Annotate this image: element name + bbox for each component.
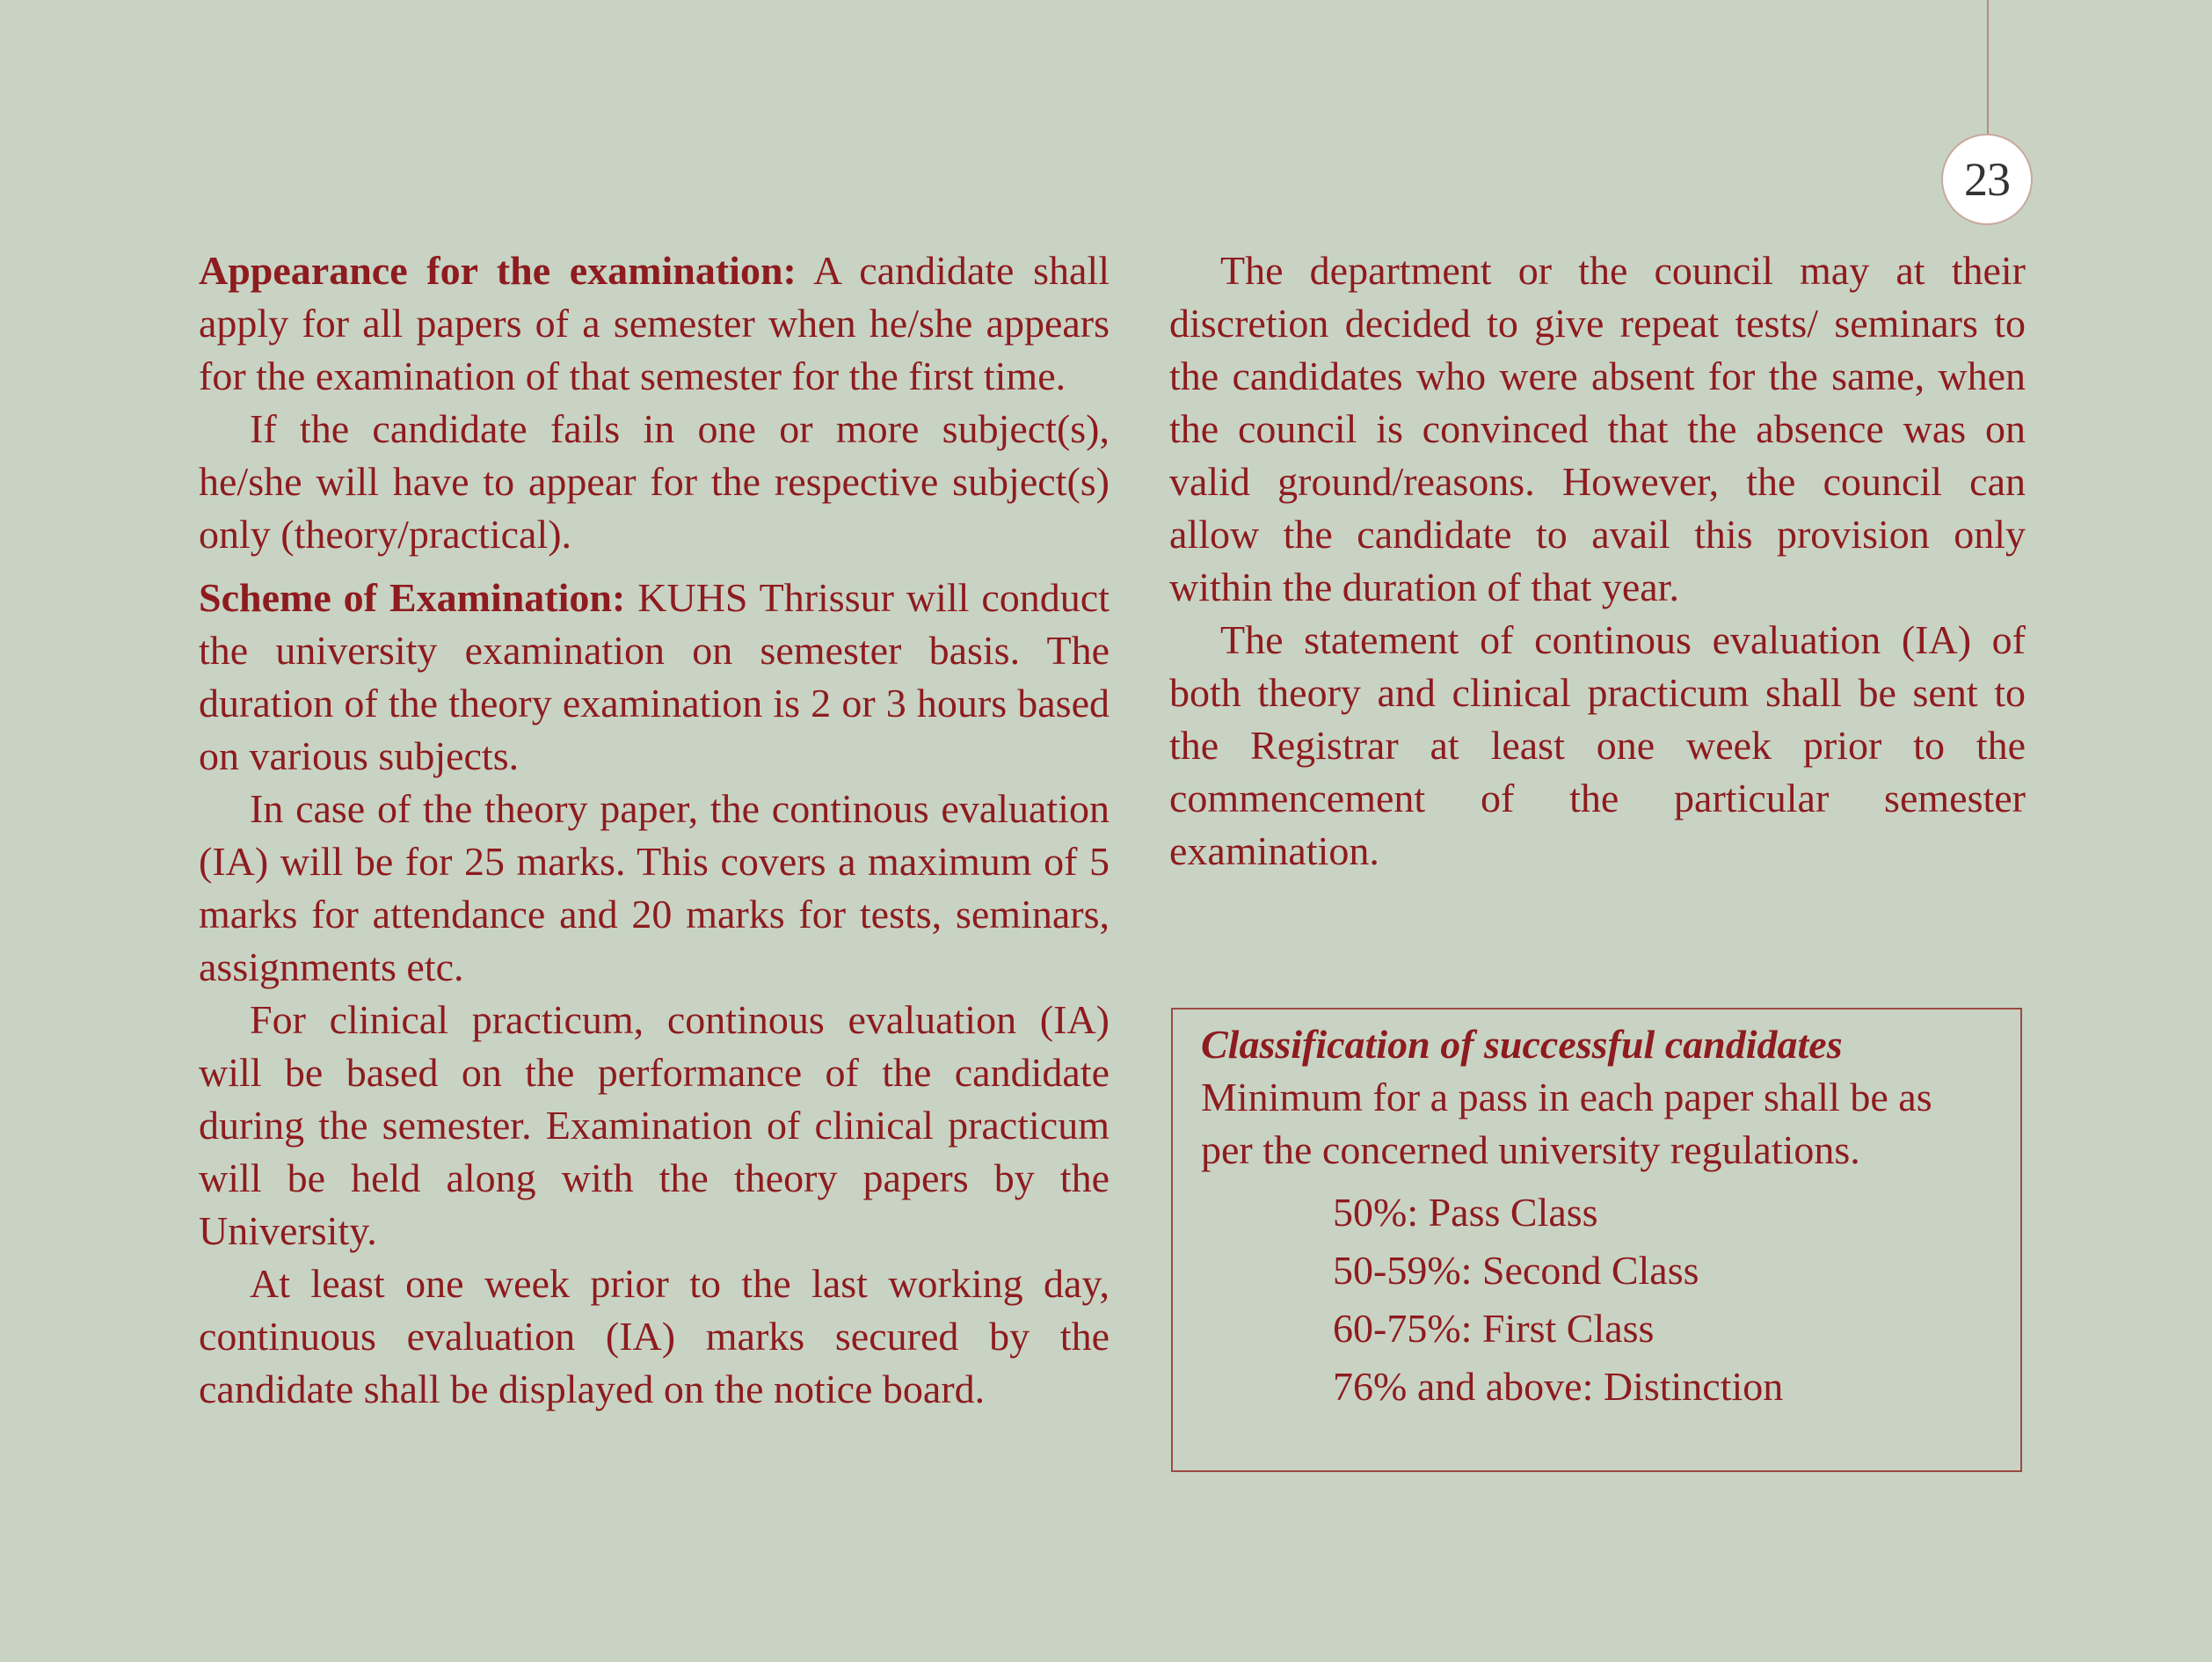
scheme-paragraph-2: In case of the theory paper, the continous evaluation (IA) will be for 25 marks. This covers a maximum of 5 marks for attendance and 20 marks for tests, seminars, assignments etc. (199, 786, 1110, 989)
class-item-distinction: 76% and above: Distinction (1333, 1364, 1784, 1409)
page-marker-line (1987, 0, 1989, 134)
classification-text: Minimum for a pass in each paper shall be as per the concerned university regulations. (1201, 1075, 1932, 1172)
classification-list (1201, 1184, 1992, 1416)
class-item-second: 50-59%: Second Class (1333, 1248, 1699, 1293)
left-column (199, 244, 1110, 1416)
statement-paragraph: The statement of continous evaluation (IA) of both theory and clinical practicum shall be sent to the Registrar at least one week prior to the commencement of the particular semester examination. (1169, 617, 2026, 873)
scheme-heading: Scheme of Examination: (199, 575, 626, 620)
classification-box (1171, 1008, 2022, 1472)
right-column (1169, 244, 2026, 878)
scheme-paragraph-4: At least one week prior to the last working day, continuous evaluation (IA) marks secured by the candidate shall be displayed on the notice board. (199, 1261, 1110, 1411)
scheme-text: KUHS Thrissur will conduct the university examination on semester basis. The duration of the theory examination is 2 or 3 hours based on various subjects. (199, 575, 1110, 778)
scheme-paragraph (199, 572, 1110, 783)
class-item-first: 60-75%: First Class (1333, 1306, 1655, 1351)
appearance-paragraph-2: If the candidate fails in one or more subject(s), he/she will have to appear for the respective subject(s) only (theory/practical). (199, 406, 1110, 557)
scheme-paragraph-3: For clinical practicum, continous evaluation (IA) will be based on the performance of the candidate during the semester. Examination of clinical practicum will be held along with the theory papers by the University. (199, 997, 1110, 1253)
page-number: 23 (1964, 153, 2010, 206)
page-number-badge (1941, 134, 2033, 225)
repeat-tests-paragraph: The department or the council may at their discretion decided to give repeat tests/ seminars to the candidates who were absent for the same, when the council is convinced that the absence was on valid ground/reasons. However, the council can allow the candidate to avail this provision only within the duration of that year. (1169, 248, 2026, 609)
appearance-heading: Appearance for the examination: (199, 248, 797, 293)
classification-title: Classification of successful candidates (1201, 1022, 1843, 1067)
appearance-paragraph (199, 244, 1110, 403)
appearance-text: A candidate shall apply for all papers of a semester when he/she appears for the examination of that semester for the first time. (199, 248, 1110, 398)
class-item-pass: 50%: Pass Class (1333, 1190, 1598, 1235)
